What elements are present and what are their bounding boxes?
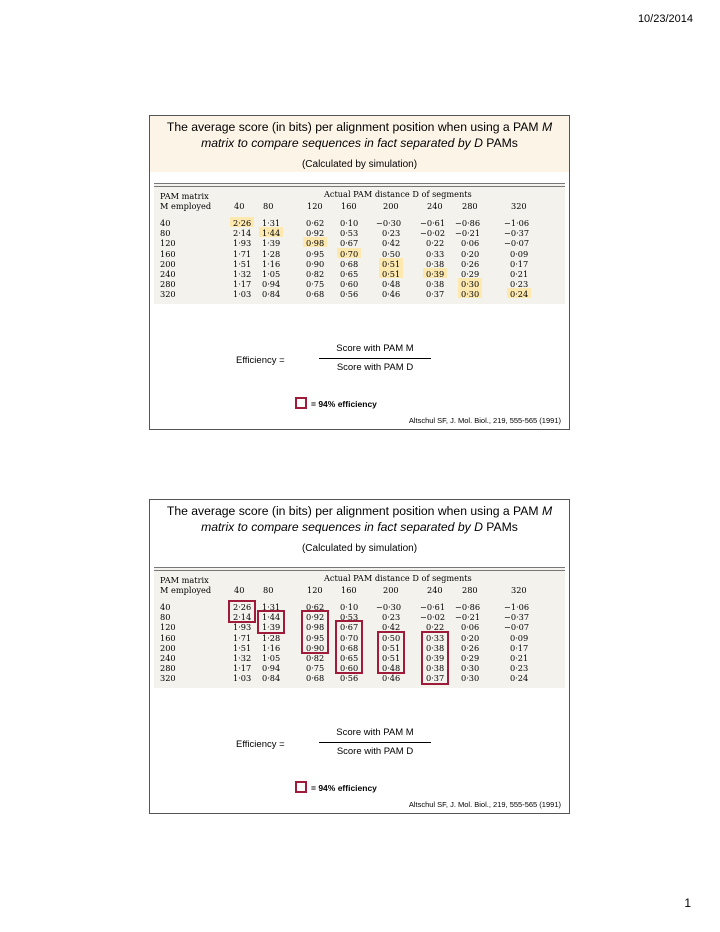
table-cell: 0·48 — [382, 663, 401, 674]
row-label: 320 — [160, 673, 176, 684]
table-cell: 0·26 — [461, 642, 480, 653]
table-cell: 0·30 — [461, 279, 480, 290]
row-label: 320 — [160, 289, 176, 300]
table-cell: 0·26 — [461, 258, 480, 269]
table-cell: 0·95 — [306, 248, 325, 259]
column-header: 280 — [462, 201, 478, 211]
table-cell: 1·05 — [262, 269, 281, 279]
table-cell: 0·39 — [426, 653, 445, 663]
column-header: 320 — [511, 201, 527, 211]
table-cell: 0·42 — [382, 238, 401, 249]
table-cell: −0·37 — [504, 228, 530, 239]
table-cell: −0·07 — [504, 238, 530, 249]
column-header: 280 — [462, 585, 478, 595]
header-m-employed: M employed — [160, 585, 212, 595]
column-header: 240 — [427, 201, 443, 211]
table-cell: 0·33 — [426, 248, 445, 259]
table-cell: −0·21 — [455, 228, 481, 239]
table-cell: 0·56 — [340, 289, 359, 300]
date: 10/23/2014 — [637, 13, 693, 25]
header-pam-matrix: PAM matrix — [160, 191, 209, 201]
row-label: 200 — [160, 258, 176, 269]
table-cell: 0·46 — [382, 289, 401, 300]
slide-header — [150, 116, 569, 172]
row-label: 40 — [160, 602, 171, 612]
table-cell: 0·06 — [461, 238, 480, 249]
table-cell: 0·38 — [426, 258, 445, 269]
table-cell: 2·26 — [233, 218, 252, 228]
table-cell: 0·37 — [426, 289, 445, 300]
table-cell: 0·38 — [426, 663, 445, 674]
table-cell: 0·70 — [340, 632, 359, 643]
table-cell: 0·23 — [510, 663, 529, 674]
table-cell: 1·39 — [262, 238, 281, 249]
table-cell: 0·94 — [262, 279, 281, 290]
column-header: 200 — [383, 585, 399, 595]
table-cell: 0·30 — [461, 289, 480, 300]
table-cell: 1·32 — [233, 653, 252, 663]
row-label: 240 — [160, 653, 176, 663]
legend: = 94% efficiency — [295, 397, 377, 409]
table-cell: 0·10 — [340, 602, 359, 612]
efficiency-label: Efficiency = — [236, 739, 285, 750]
table-cell: 0·42 — [382, 622, 401, 633]
table-cell: 1·31 — [262, 602, 281, 612]
table-cell: 0·30 — [461, 673, 480, 684]
column-header: 160 — [341, 201, 357, 211]
table-cell: −0·30 — [376, 602, 402, 612]
row-label: 200 — [160, 642, 176, 653]
table-cell: 0·29 — [461, 269, 480, 279]
table-cell: 1·03 — [233, 673, 252, 684]
slide-subtitle: (Calculated by simulation) — [301, 543, 418, 554]
table-cell: −0·30 — [376, 218, 402, 228]
legend-box-icon — [295, 397, 307, 409]
table-cell: 0·06 — [461, 622, 480, 633]
table-cell: 0·20 — [461, 632, 480, 643]
table-cell: 0·33 — [426, 632, 445, 643]
row-label: 240 — [160, 269, 176, 279]
table-cell: 1·31 — [262, 218, 281, 228]
fraction-line — [319, 358, 431, 359]
table-cell: 2·14 — [233, 228, 252, 239]
table-cell: 0·84 — [262, 673, 281, 684]
slide-2 — [149, 499, 570, 814]
table-cell: 0·68 — [340, 642, 359, 653]
table-cell: 0·95 — [306, 632, 325, 643]
page-number: 1 — [684, 896, 691, 910]
table-cell: 0·67 — [340, 622, 359, 633]
table-cell: 0·92 — [306, 612, 325, 623]
table-cell: 1·44 — [262, 228, 281, 239]
table-cell: 0·98 — [306, 622, 325, 633]
table-cell: 1·93 — [233, 238, 252, 249]
row-label: 40 — [160, 218, 171, 228]
table-cell: 1·03 — [233, 289, 252, 300]
table-cell: 0·53 — [340, 612, 359, 623]
row-label: 160 — [160, 248, 176, 259]
table-cell: 0·75 — [306, 279, 325, 290]
table-cell: 1·44 — [262, 612, 281, 623]
table-cell: 0·23 — [382, 612, 401, 623]
table-cell: 0·51 — [382, 269, 401, 279]
table-cell: 0·62 — [306, 218, 325, 228]
table-cell: 0·17 — [510, 642, 529, 653]
table-cell: 0·75 — [306, 663, 325, 674]
table-cell: 0·67 — [340, 238, 359, 249]
table-cell: 0·60 — [340, 279, 359, 290]
row-label: 280 — [160, 279, 176, 290]
table-cell: 0·68 — [340, 258, 359, 269]
table-cell: 2·26 — [233, 602, 252, 612]
column-header: 320 — [511, 585, 527, 595]
table-cell: −0·07 — [504, 622, 530, 633]
slide-1 — [149, 115, 570, 430]
table-cell: 0·82 — [306, 653, 325, 663]
table-cell: 0·62 — [306, 602, 325, 612]
table-cell: 0·24 — [510, 673, 529, 684]
table-cell: 0·90 — [306, 258, 325, 269]
table-cell: 1·16 — [262, 258, 281, 269]
column-header: 200 — [383, 201, 399, 211]
row-label: 120 — [160, 238, 176, 249]
table-cell: 0·23 — [382, 228, 401, 239]
table-cell: 0·38 — [426, 279, 445, 290]
table-cell: 0·39 — [426, 269, 445, 279]
slide-subtitle: (Calculated by simulation) — [301, 159, 418, 170]
row-label: 80 — [160, 612, 171, 623]
table-top-rule — [154, 183, 565, 184]
row-label: 280 — [160, 663, 176, 674]
table-cell: 0·82 — [306, 269, 325, 279]
table-cell: 0·51 — [382, 642, 401, 653]
header-actual-distance: Actual PAM distance D of segments — [324, 189, 472, 199]
table-cell: 0·51 — [382, 653, 401, 663]
table-cell: 0·21 — [510, 269, 529, 279]
table-cell: −0·37 — [504, 612, 530, 623]
efficiency-label: Efficiency = — [236, 355, 285, 366]
table-cell: 0·09 — [510, 632, 529, 643]
table-cell: 0·68 — [306, 673, 325, 684]
table-cell: −0·02 — [420, 228, 446, 239]
header-actual-distance: Actual PAM distance D of segments — [324, 573, 472, 583]
table-cell: −0·86 — [455, 602, 481, 612]
table-cell: −0·02 — [420, 612, 446, 623]
table-cell: 2·14 — [233, 612, 252, 623]
table-cell: 0·92 — [306, 228, 325, 239]
table-cell: 0·38 — [426, 642, 445, 653]
table-cell: 1·17 — [233, 663, 252, 674]
table-cell: 0·30 — [461, 663, 480, 674]
table-cell: 0·10 — [340, 218, 359, 228]
fraction-line — [319, 742, 431, 743]
table-cell: 0·17 — [510, 258, 529, 269]
table-cell: 0·51 — [382, 258, 401, 269]
efficiency-numerator: Score with PAM M — [336, 727, 414, 738]
table-top-rule — [154, 567, 565, 568]
table-cell: −0·61 — [420, 218, 446, 228]
header-m-employed: M employed — [160, 201, 212, 211]
table-cell: 0·60 — [340, 663, 359, 674]
table-cell: 0·65 — [340, 653, 359, 663]
row-label: 80 — [160, 228, 171, 239]
pam-table — [154, 183, 565, 304]
column-header: 240 — [427, 585, 443, 595]
column-header: 80 — [263, 201, 274, 211]
citation: Altschul SF, J. Mol. Biol., 219, 555-565 (1991) — [408, 416, 561, 425]
table-cell: 1·39 — [262, 622, 281, 633]
table-cell: 0·37 — [426, 673, 445, 684]
table-cell: 0·70 — [340, 248, 359, 259]
table-cell: −1·06 — [504, 602, 530, 612]
table-cell: −1·06 — [504, 218, 530, 228]
row-label: 160 — [160, 632, 176, 643]
table-cell: 1·93 — [233, 622, 252, 633]
legend: = 94% efficiency — [295, 781, 377, 793]
table-cell: 1·17 — [233, 279, 252, 290]
table-cell: 1·51 — [233, 258, 252, 269]
table-cell: 0·50 — [382, 632, 401, 643]
table-cell: −0·21 — [455, 612, 481, 623]
table-cell: 1·51 — [233, 642, 252, 653]
table-cell: 0·09 — [510, 248, 529, 259]
citation: Altschul SF, J. Mol. Biol., 219, 555-565 (1991) — [408, 800, 561, 809]
slide-header — [150, 500, 569, 556]
column-header: 160 — [341, 585, 357, 595]
efficiency-denominator: Score with PAM D — [336, 362, 414, 373]
header-pam-matrix: PAM matrix — [160, 575, 209, 585]
table-cell: 0·24 — [510, 289, 529, 300]
table-cell: 1·71 — [233, 632, 252, 643]
table-cell: 0·98 — [306, 238, 325, 249]
table-cell: 0·22 — [426, 622, 445, 633]
table-cell: 0·65 — [340, 269, 359, 279]
pam-table — [154, 567, 565, 688]
table-cell: 0·56 — [340, 673, 359, 684]
table-cell: 0·53 — [340, 228, 359, 239]
table-cell: 0·21 — [510, 653, 529, 663]
table-cell: 1·28 — [262, 632, 281, 643]
efficiency-numerator: Score with PAM M — [336, 343, 414, 354]
table-cell: 0·48 — [382, 279, 401, 290]
efficiency-formula — [150, 341, 569, 381]
slide-title: The average score (in bits) per alignment position when using a PAM M matrix to compare sequences in fact separated by D PAMs — [166, 120, 553, 150]
legend-box-icon — [295, 781, 307, 793]
table-cell: 0·46 — [382, 673, 401, 684]
table-cell: 1·05 — [262, 653, 281, 663]
column-header: 80 — [263, 585, 274, 595]
table-cell: 0·29 — [461, 653, 480, 663]
table-cell: 1·71 — [233, 248, 252, 259]
column-header: 120 — [307, 585, 323, 595]
column-header: 120 — [307, 201, 323, 211]
table-cell: 1·16 — [262, 642, 281, 653]
efficiency-formula — [150, 725, 569, 765]
table-cell: 0·94 — [262, 663, 281, 674]
row-label: 120 — [160, 622, 176, 633]
table-top-rule — [154, 570, 565, 571]
table-cell: 1·32 — [233, 269, 252, 279]
table-cell: −0·86 — [455, 218, 481, 228]
table-cell: 0·20 — [461, 248, 480, 259]
slide-title: The average score (in bits) per alignment position when using a PAM M matrix to compare sequences in fact separated by D PAMs — [166, 504, 553, 534]
table-cell: 0·84 — [262, 289, 281, 300]
table-cell: 0·90 — [306, 642, 325, 653]
table-cell: 0·68 — [306, 289, 325, 300]
table-cell: 1·28 — [262, 248, 281, 259]
column-header: 40 — [234, 585, 245, 595]
table-top-rule — [154, 186, 565, 187]
table-cell: 0·22 — [426, 238, 445, 249]
table-cell: 0·50 — [382, 248, 401, 259]
efficiency-denominator: Score with PAM D — [336, 746, 414, 757]
table-cell: −0·61 — [420, 602, 446, 612]
column-header: 40 — [234, 201, 245, 211]
table-cell: 0·23 — [510, 279, 529, 290]
